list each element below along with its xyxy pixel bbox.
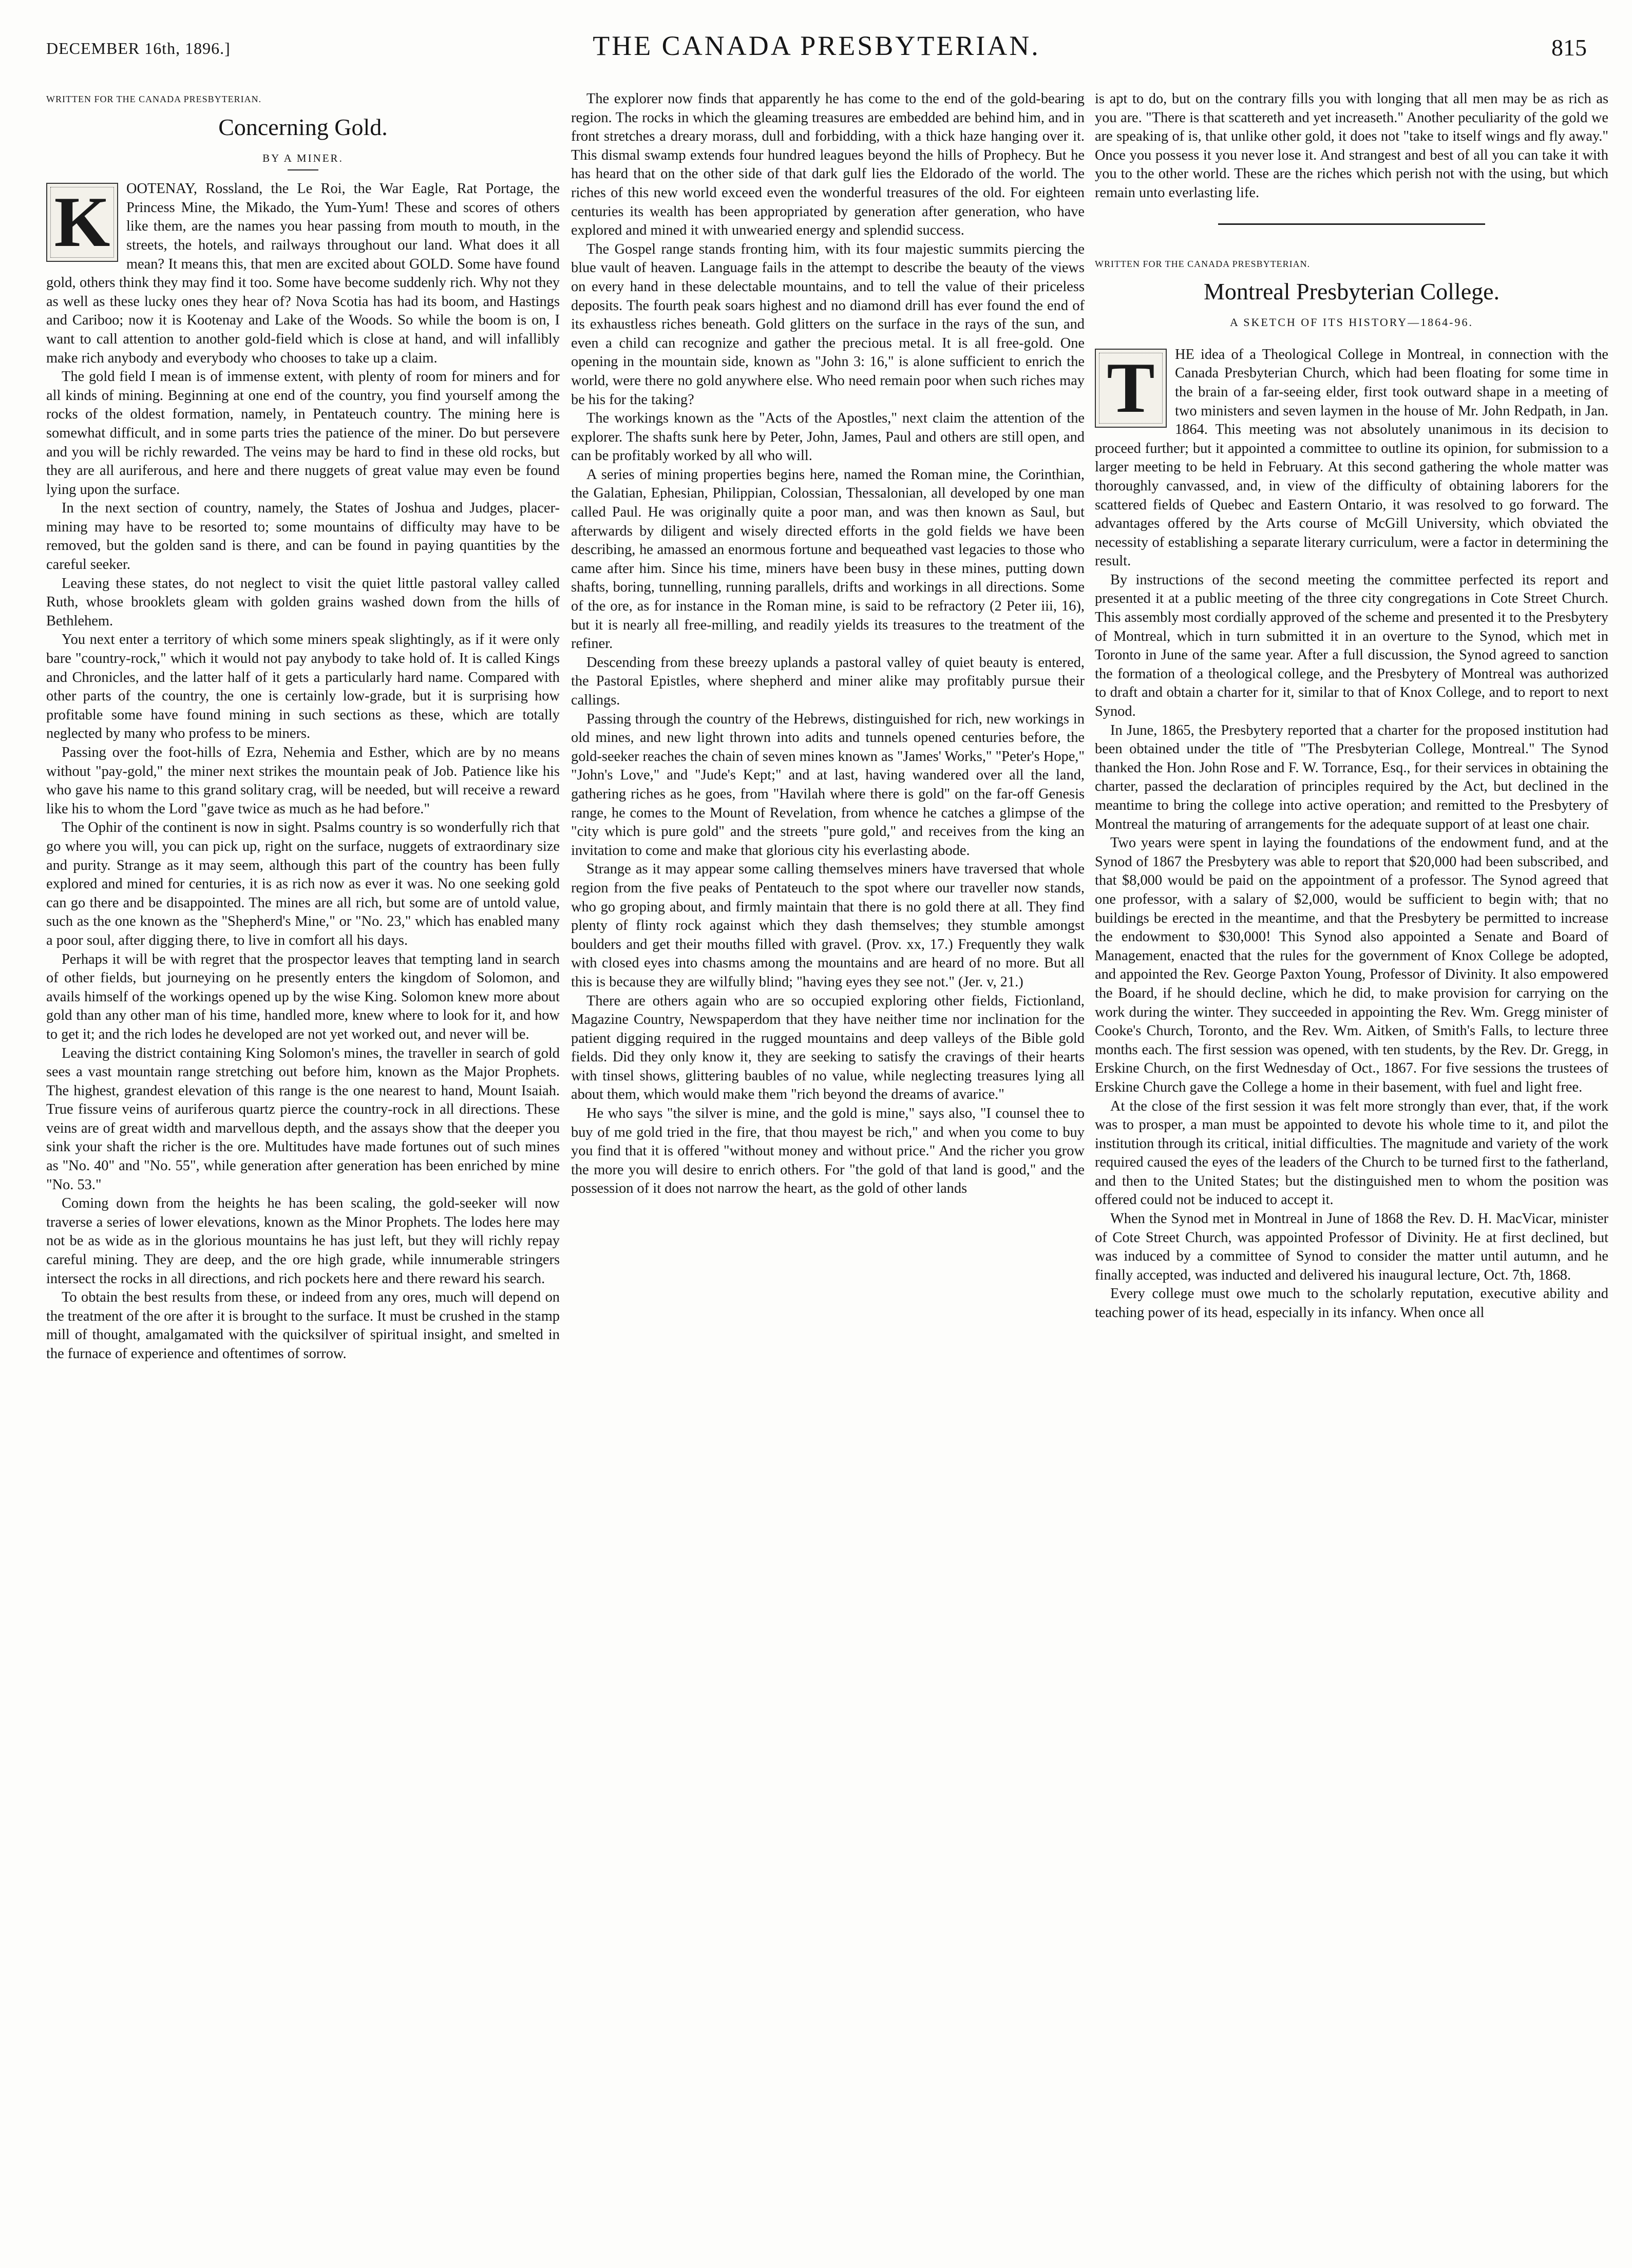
article2-paragraph: When the Synod met in Montreal in June of 1868 the Rev. D. H. MacVicar, minister of Cote Street Church, was appointed Professor of Divinity. He at first declined, but was induced by a committee of Synod to consider the matter until autumn, and he finally accepted, was inducted and delivered his inaugural lecture, Oct. 7th, 1868. (1095, 1211, 1608, 1283)
article1-paragraph: Leaving these states, do not neglect to visit the quiet little pastoral valley called Ruth, whose brooklets gleam with golden grains washed down from the hills of Bethlehem. (46, 575, 560, 629)
article1-paragraph: The Ophir of the continent is now in sight. Psalms country is so wonderfully rich that go where you will, you can pick up, right on the surface, nuggets of extraordinary size and purity. Strange as it may seem, although this part of the country has been fully explored and mined for centuries, it is as rich now as ever it was. No one seeking gold can go there and be disappointed. The mines are all rich, but some are of untold value, such as the one known as the "Shepherd's Mine," or "No. 23," which has enabled many a poor soul, after digging there, to live in comfort all his days. (46, 819, 560, 948)
article1-paragraph: There are others again who are so occupied exploring other fields, Fictionland, Magazine Country, Newspaperdom that they have neither time nor inclination for the patient digging required in the rugged mountains and deep valleys of the Bible gold fields. Did they only know it, they are seeking to satisfy the cravings of their hearts with tinsel shows, glittering baubles of no value, while neglecting treasures lying all about them, which would make them "rich beyond the dreams of avarice." (571, 993, 1085, 1103)
article2-paragraph: At the close of the first session it was felt more strongly than ever, that, if the work was to prosper, a man must be appointed to devote his whole time to it, and pilot the institution through its critical, initial difficulties. The magnitude and variety of the work required caused the eyes of the leaders of the Church to be turned first to the fatherland, and then to the United States; but the distinguished men to whom the position was offered could not be induced to accept it. (1095, 1098, 1608, 1208)
article2-paragraph: Two years were spent in laying the foundations of the endowment fund, and at the Synod of 1867 the Presbytery was able to report that $20,000 had been subscribed, and that $8,000 would be paid on the appointment of a professor. The Synod agreed that one professor, with a salary of $2,000, would be sufficient to begin with; that no buildings be erected in the meantime, and that the Presbytery be permitted to increase the endowment to $30,000! This Synod also appointed a Senate and Board of Management, enacted that the rules for the government of Knox College be adopted, and appointed the Rev. George Paxton Young, Professor of Divinity. It also empowered the Board, if he should decline, which he did, to make provision for carrying on the work during the winter. They succeeded in appointing the Rev. Wm. Gregg minister of Cooke's Church, Toronto, and the Rev. Wm. Aitken, of Smith's Falls, to lecture three months each. The first session was opened, with ten students, by the Rev. Dr. Gregg, in Erskine Church, on the first Wednesday of Oct., 1867. For five sessions the trustees of Erskine Church gave the College a home in their basement, with fuel and light free. (1095, 835, 1608, 1095)
article1-paragraph: Passing over the foot-hills of Ezra, Nehemia and Esther, which are by no means without "pay-gold," the miner next strikes the mountain peak of Job. Patience like his who gave his name to this grand solitary crag, will be needed, but will receive a reward like his to whom the Lord "gave twice as much as he had before." (46, 745, 560, 817)
article1-byline: BY A MINER. (262, 151, 344, 164)
article1-title: Concerning Gold. (218, 113, 388, 140)
column-3 (1095, 90, 1608, 2246)
article1-paragraph: He who says "the silver is mine, and the gold is mine," says also, "I counsel thee to buy of me gold tried in the fire, that thou mayest be rich," and when you come to buy you find that it is offered "without money and without price." And the richer you grow the more you will desire to enrich others. For "the gold of that land is good," and the possession of it does not narrow the heart, as the gold of other lands (571, 1106, 1085, 1197)
article1-paragraph: Passing through the country of the Hebrews, distinguished for rich, new workings in old mines, and new light thrown into adits and tunnels opened centuries before, the gold-seeker reaches the chain of seven mines known as "James' Works," "Peter's Hope," "John's Love," and "Jude's Kept;" and at last, having wandered over all the land, gathering riches as he goes, from "Havilah where there is gold" on the far-off Genesis range, he comes to the Mount of Revelation, from whence he catches a glimpse of the "city which is pure gold" and the streets "pure gold," and receives from the king an invitation to come and make that glorious city his everlasting abode. (571, 711, 1085, 859)
column-2 (571, 90, 1085, 2246)
header-date: DECEMBER 16th, 1896.] (46, 39, 231, 58)
ornamental-initial-k: K (46, 183, 118, 262)
article1-paragraph: Coming down from the heights he has been scaling, the gold-seeker will now traverse a series of lower elevations, known as the Minor Prophets. The lodes here may not be as wide as in the glorious mountains he has just left, but they will richly repay careful mining. They are deep, and the ore high grade, while innumerable stringers intersect the rocks in all directions, and rich pockets here and there reward his search. (46, 1195, 560, 1287)
article1-paragraph: Perhaps it will be with regret that the prospector leaves that tempting land in search of other fields, but journeying on he presently enters the kingdom of Solomon, and avails himself of the workings opened up by the wise King. Solomon knew more about gold than any other man of his time, handled more, knew where to look for it, and how to get it; and the rich lodes he developed are not yet worked out, and never will be. (46, 951, 560, 1042)
page-header (46, 30, 1587, 66)
article2-paragraph: Every college must owe much to the scholarly reputation, executive ability and teaching power of its head, especially in its infancy. When once all (1095, 1286, 1608, 1321)
article2-subtitle: A SKETCH OF ITS HISTORY—1864-96. (1230, 316, 1473, 329)
article1-lead-paragraph (46, 180, 560, 368)
column-1 (46, 90, 560, 2246)
article1-paragraph: The explorer now finds that apparently he has come to the end of the gold-bearing region. The rocks in which the gleaming treasures are embedded are behind him, and in front stretches a dreary morass, dull and forbidding, with a thick haze hanging over it. This dismal swamp extends four hundred leagues beyond the hills of Prophecy. But he has heard that on the other side of that dark gulf lies the Eldorado of the world. The riches of this new world exceed even the wonderful treasures of the old. For eighteen centuries its wealth has been appropriated by generation after generation, who have explored and mined it with unwearied energy and splendid success. (571, 91, 1085, 239)
article2-credit: WRITTEN FOR THE CANADA PRESBYTERIAN. (1095, 258, 1311, 269)
article1-paragraph: The Gospel range stands fronting him, with its four majestic summits piercing the blue vault of heaven. Language fails in the attempt to describe the beauty of the views on every hand in these delectable mountains, and to tell the value of their priceless deposits. The fourth peak soars highest and no diamond drill has ever found the end of its exhaustless riches beneath. Gold glitters on the surface in the rays of the sun, and even a child can recognize and gather the precious metal. It is all free-gold. One opening in the mountain side, known as "John 3: 16," is alone sufficient to enrich the world, were there no gold anywhere else. Who need remain poor when such riches may be his for the taking? (571, 241, 1085, 408)
byline-rule (288, 169, 318, 170)
article2-title: Montreal Presbyterian College. (1203, 278, 1500, 305)
article1-paragraph-continued: is apt to do, but on the contrary fills you with longing that all men may be as rich as you are. "There is that scattereth and yet increaseth." Another peculiarity of the gold we are speaking of is, that unlike other gold, it does not "take to itself wings and fly away." Once you possess it you never lose it. And strangest and best of all you can take it with you to the other world. These are the riches which perish not with the using, but which remain unto everlasting life. (1095, 91, 1608, 201)
article1-paragraph: Descending from these breezy uplands a pastoral valley of quiet beauty is entered, the Pastoral Epistles, where shepherd and miner alike may profitably pursue their callings. (571, 654, 1085, 708)
article1-paragraph: You next enter a territory of which some miners speak slightingly, as if it were only bare "country-rock," which it would not pay anybody to take hold of. It is called Kings and Chronicles, and the latter half of it gets a particularly hard name. Compared with other parts of the country, the one is certainly low-grade, but it is surprising how profitable some have found mining in such sections as these, which are totally neglected by many who profess to be miners. (46, 632, 560, 742)
article2-paragraph: By instructions of the second meeting the committee perfected its report and presented it at a public meeting of the three city congregations in Cote Street Church. This assembly most cordially approved of the scheme and presented it to the Presbytery of Montreal, which in turn submitted it in an overture to the Synod, which met in Toronto in June of the same year. After a full discussion, the Synod agreed to sanction the formation of a theological college, and the Presbytery of Montreal was authorized to draft and obtain a charter for it, similar to that of Knox College, and to report to next Synod. (1095, 571, 1608, 720)
article1-paragraph: The gold field I mean is of immense extent, with plenty of room for miners and for all kinds of mining. Beginning at one end of the country, you find yourself among the rocks of the oldest formation, namely, in Pentateuch country. The mining here is somewhat difficult, and in some parts tries the patience of the miner. Do but persevere and you will be richly rewarded. The veins may be hard to find in these old rocks, but they are all auriferous, and here and there nuggets of great value may even be found lying upon the surface. (46, 369, 560, 498)
article1-paragraph: In the next section of country, namely, the States of Joshua and Judges, placer-mining may have to be resorted to; some mountains of difficulty may have to be removed, but the golden sand is there, and can be found in paying quantities by the careful seeker. (46, 500, 560, 573)
article-separator-rule (1218, 223, 1485, 225)
article1-paragraph: The workings known as the "Acts of the Apostles," next claim the attention of the explorer. The shafts sunk here by Peter, John, James, Paul and others are still open, and can be profitably worked by all who will. (571, 410, 1085, 464)
article2-lead-paragraph (1095, 346, 1608, 571)
page-number: 815 (1551, 34, 1587, 61)
article1-paragraph: To obtain the best results from these, or indeed from any ores, much will depend on the treatment of the ore after it is brought to the surface. It must be crushed in the stamp mill of thought, amalgamated with the quicksilver of spiritual insight, and smelted in the furnace of experience and oftentimes of sorrow. (46, 1289, 560, 1362)
article1-paragraph: A series of mining properties begins here, named the Roman mine, the Corinthian, the Galatian, Ephesian, Philippian, Colossian, Thessalonian, all developed by one man called Paul. He was originally quite a poor man, and was then known as Saul, but afterwards by diligent and wisely directed efforts in the gold fields we have been describing, he amassed an enormous fortune and bequeathed vast legacies to those who came after him. Since his time, miners have been busy in these mines, putting down shafts, boring, tunnelling, running parallels, drifts and workings in all directions. Some of the ore, as for instance in the Roman mine, is said to be refractory (2 Peter iii, 16), but it is nearly all free-milling, and readily yields its treasures to the treatment of the refiner. (571, 466, 1085, 652)
masthead-title: THE CANADA PRESBYTERIAN. (593, 30, 1040, 61)
article1-paragraph: Strange as it may appear some calling themselves miners have traversed that whole region from the five peaks of Pentateuch to the spot where our traveller now stands, who go groping about, and firmly maintain that there is no gold there at all. They find plenty of flinty rock against which they dash themselves; they stumble amongst boulders and get their mouths filled with gravel. (Prov. xx, 17.) Frequently they walk with closed eyes into chasms among the mountains and are heard of no more. But all this is because they are wilfully blind; "having eyes they see not." (Jer. v, 21.) (571, 861, 1085, 990)
article2-lead-text: HE idea of a Theological College in Montreal, in connection with the Canada Presbyterian Church, which had been floating for some time in the brain of a far-seeing elder, first took outward shape in a meeting of two ministers and seven laymen in the house of Mr. John Redpath, in Jan. 1864. This meeting was not absolutely unanimous in its decision to proceed further; but it appointed a committee to outline its opinion, for submission to a larger meeting to be held in February. At this second gathering the whole matter was thoroughly canvassed, and, in view of the difficulty of obtaining laborers for the scattered fields of Quebec and Eastern Ontario, it was resolved to go forward. The advantages offered by the Arts course of McGill University, which obviated the necessity of establishing a separate literary curriculum, were a factor in determining the result. (1095, 346, 1608, 569)
article1-credit: WRITTEN FOR THE CANADA PRESBYTERIAN. (46, 94, 262, 104)
article1-paragraph: Leaving the district containing King Solomon's mines, the traveller in search of gold sees a vast mountain range stretching out before him, known as the Major Prophets. The highest, grandest elevation of this range is the one nearest to hand, Mount Isaiah. True fissure veins of auriferous quartz pierce the country-rock in all directions. These veins are of great width and marvellous depth, and the assays show that the deeper you sink your shaft the richer is the ore. Multitudes have made fortunes out of such mines as "No. 40" and "No. 55", while generation after generation has been enriched by mine "No. 53." (46, 1045, 560, 1193)
article1-lead-text: OOTENAY, Rossland, the Le Roi, the War Eagle, Rat Portage, the Princess Mine, the Mikado, the Yum-Yum! These and scores of others like them, are the names you hear passing from mouth to mouth, in the streets, the hotels, and railways throughout our land. What does it all mean? It means this, that men are excited about GOLD. Some have found gold, others think they may find it too. Some have become suddenly rich. Why not they as well as these lucky ones they hear of? Nova Scotia has had its boom, and Hastings and Cariboo; now it is Kootenay and Lake of the Woods. So while the boom is on, I want to call attention to another gold-field which is close at hand, and will infallibly make rich anybody and everybody who chooses to take up a claim. (46, 181, 560, 366)
article2-paragraph: In June, 1865, the Presbytery reported that a charter for the proposed institution had been obtained under the title of "The Presbyterian College, Montreal." The Synod thanked the Hon. John Rose and F. W. Torrance, Esq., for their services in obtaining the charter, passed the declaration of principles required by the Act, but declined in the meantime to bring the college into active operation; and remitted to the Presbytery of Montreal the maturing of arrangements for the adequate support of at least one chair. (1095, 722, 1608, 832)
ornamental-initial-t: T (1095, 349, 1167, 428)
